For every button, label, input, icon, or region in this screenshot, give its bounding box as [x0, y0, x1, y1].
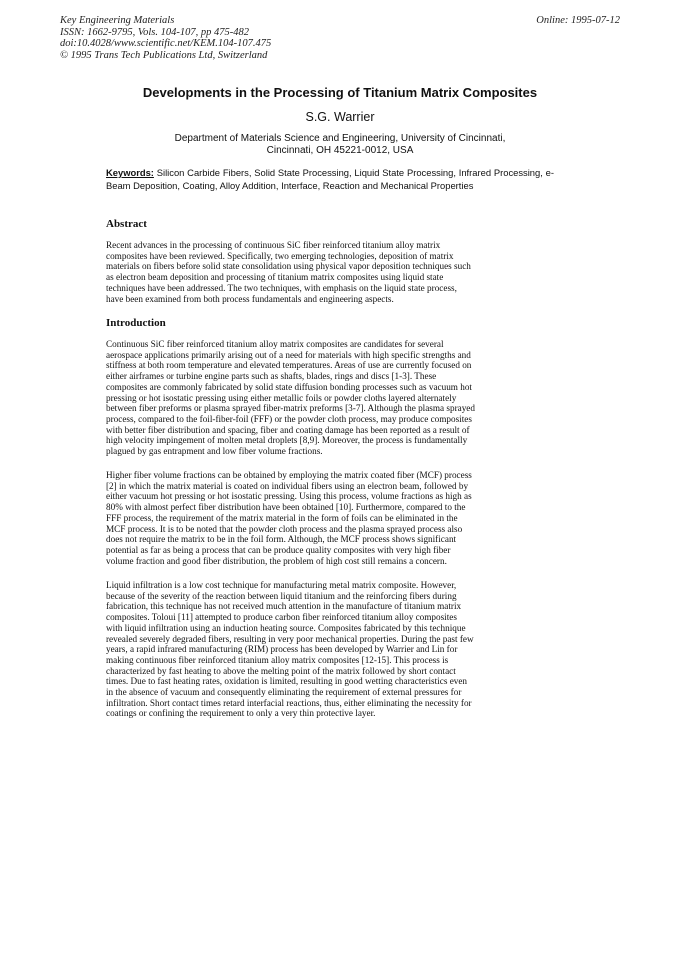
text-line: have been examined from both process fundamentals and engineering aspects. — [106, 293, 394, 304]
introduction-heading: Introduction — [106, 317, 166, 329]
text-line: infiltration. Short contact times retard interfacial reactions, thus, either eliminating the necessity for — [106, 697, 472, 708]
text-line: with better fiber distribution and spacing, fiber and coating damage has been reported as a result of — [106, 424, 470, 435]
text-line: fabrication, this technique has not received much attention in the manufacture of titanium matrix — [106, 601, 462, 612]
text-line: Higher fiber volume fractions can be obtained by employing the matrix coated fiber (MCF) process — [106, 470, 472, 480]
text-line: materials on fibers before solid state consolidation using physical vapor deposition techniques such — [106, 261, 471, 272]
text-line: in the absence of vacuum and consequently eliminating the requirement of external pressures for — [106, 687, 462, 698]
text-line: 80% with almost perfect fiber distribution have been obtained [10]. Furthermore, compared to the — [106, 502, 466, 513]
text-line: pressing or hot isostatic pressing using either metallic foils or powder cloths layered alternately — [106, 392, 457, 403]
journal-name: Key Engineering Materials — [60, 15, 175, 26]
intro-paragraph — [106, 339, 556, 457]
text-line: either vacuum hot pressing or hot isostatic pressing. Using this process, volume fractions as high as — [106, 491, 472, 502]
text-line: coatings or confining the requirement to only a very thin protective layer. — [106, 708, 376, 719]
text-line: high velocity impingement of molten metal droplets [8,9]. Moreover, the process is fundamentally — [106, 435, 468, 446]
text-line: either airframes or turbine engine parts such as shafts, blades, rings and discs [1-3]. These — [106, 371, 437, 382]
affiliation — [60, 133, 620, 157]
text-line: Recent advances in the processing of continuous SiC fiber reinforced titanium alloy matrix — [106, 240, 441, 250]
text-line: making continuous fiber reinforced titanium alloy matrix composites [12-15]. This process is — [106, 654, 449, 665]
text-line: composites have been reviewed. Specifically, two emerging technologies, deposition of matrix — [106, 250, 454, 261]
text-line: techniques have been addressed. The two techniques, with emphasis on the liquid state process, — [106, 282, 457, 293]
keywords-text: Silicon Carbide Fibers, Solid State Processing, Liquid State Processing, Infrared Processing, e-Beam Deposition, Coating, Alloy Addition, Interface, Reaction and Mechanical Properties — [106, 167, 554, 191]
text-line: as electron beam deposition and processing of titanium matrix composites using liquid state — [106, 272, 444, 283]
text-line: composites are commonly fabricated by solid state diffusion bonding processes such as vacuum hot — [106, 381, 472, 392]
text-line: Liquid infiltration is a low cost technique for manufacturing metal matrix composite. However, — [106, 580, 457, 590]
keywords — [106, 167, 554, 192]
text-line: FFF process, the requirement of the matrix material in the form of foils can be eliminated in the — [106, 512, 458, 523]
paper-title: Developments in the Processing of Titanium Matrix Composites — [142, 85, 538, 100]
text-line: plagued by gas entrapment and low fiber volume fractions. — [106, 446, 323, 457]
author-name: S.G. Warrier — [305, 110, 375, 124]
journal-header — [60, 15, 620, 61]
online-date: Online: 1995-07-12 — [536, 15, 620, 26]
text-line: with liquid infiltration using an induction heating source. Composites fabricated by this technique — [106, 622, 466, 633]
issn-line: ISSN: 1662-9795, Vols. 104-107, pp 475-482 — [60, 26, 249, 38]
intro-paragraph — [106, 580, 556, 719]
text-line: aerospace applications primarily arising out of a need for materials with high specific strengths and — [106, 349, 471, 360]
text-line: because of the severity of the reaction between liquid titanium and the reinforcing fibers during — [106, 590, 457, 601]
keywords-label: Keywords: — [106, 167, 154, 178]
text-line: potential as far as being a process that can be produce quality composites with very high fiber — [106, 544, 451, 555]
text-line: [2] in which the matrix material is coated on individual fibers using an electron beam, followed by — [106, 480, 469, 491]
text-line: years, a rapid infrared manufacturing (RIM) process has been developed by Warrier and Lin for — [106, 644, 458, 655]
affiliation-line: Cincinnati, OH 45221-0012, USA — [266, 145, 414, 156]
text-line: volume fraction and good fiber distribution, the problem of high cost still remains a concern. — [106, 555, 447, 566]
text-line: composites. Toloui [11] attempted to produce carbon fiber reinforced titanium alloy composites — [106, 612, 457, 623]
text-line: characterized by fast heating to above the melting point of the matrix followed by short contact — [106, 665, 456, 676]
text-line: times. Due to fast heating rates, oxidation is limited, resulting in good wetting characteristics even — [106, 676, 468, 687]
copyright-line: © 1995 Trans Tech Publications Ltd, Switzerland — [60, 49, 268, 61]
affiliation-line: Department of Materials Science and Engineering, University of Cincinnati, — [174, 133, 506, 144]
text-line: MCF process. It is to be noted that the powder cloth process and the plasma sprayed process also — [106, 523, 463, 534]
abstract-heading: Abstract — [106, 218, 147, 230]
abstract-body — [106, 240, 556, 304]
intro-paragraph — [106, 470, 556, 566]
text-line: stiffness at both room temperature and elevated temperatures. Areas of use are currently focused on — [106, 360, 472, 371]
text-line: between fiber preforms or plasma sprayed fiber-matrix preforms [3-7]. Although the plasma sprayed — [106, 403, 475, 414]
text-line: revealed severely degraded fibers, resulting in very poor mechanical properties. During the past few — [106, 633, 474, 644]
text-line: Continuous SiC fiber reinforced titanium alloy matrix composites are candidates for several — [106, 339, 444, 349]
text-line: process, compared to the foil-fiber-foil (FFF) or the powder cloth process, may produce composites — [106, 413, 472, 424]
text-line: does not require the matrix to be in the foil form. Although, the MCF process shows significant — [106, 534, 457, 545]
doi-line: doi:10.4028/www.scientific.net/KEM.104-107.475 — [60, 38, 272, 49]
